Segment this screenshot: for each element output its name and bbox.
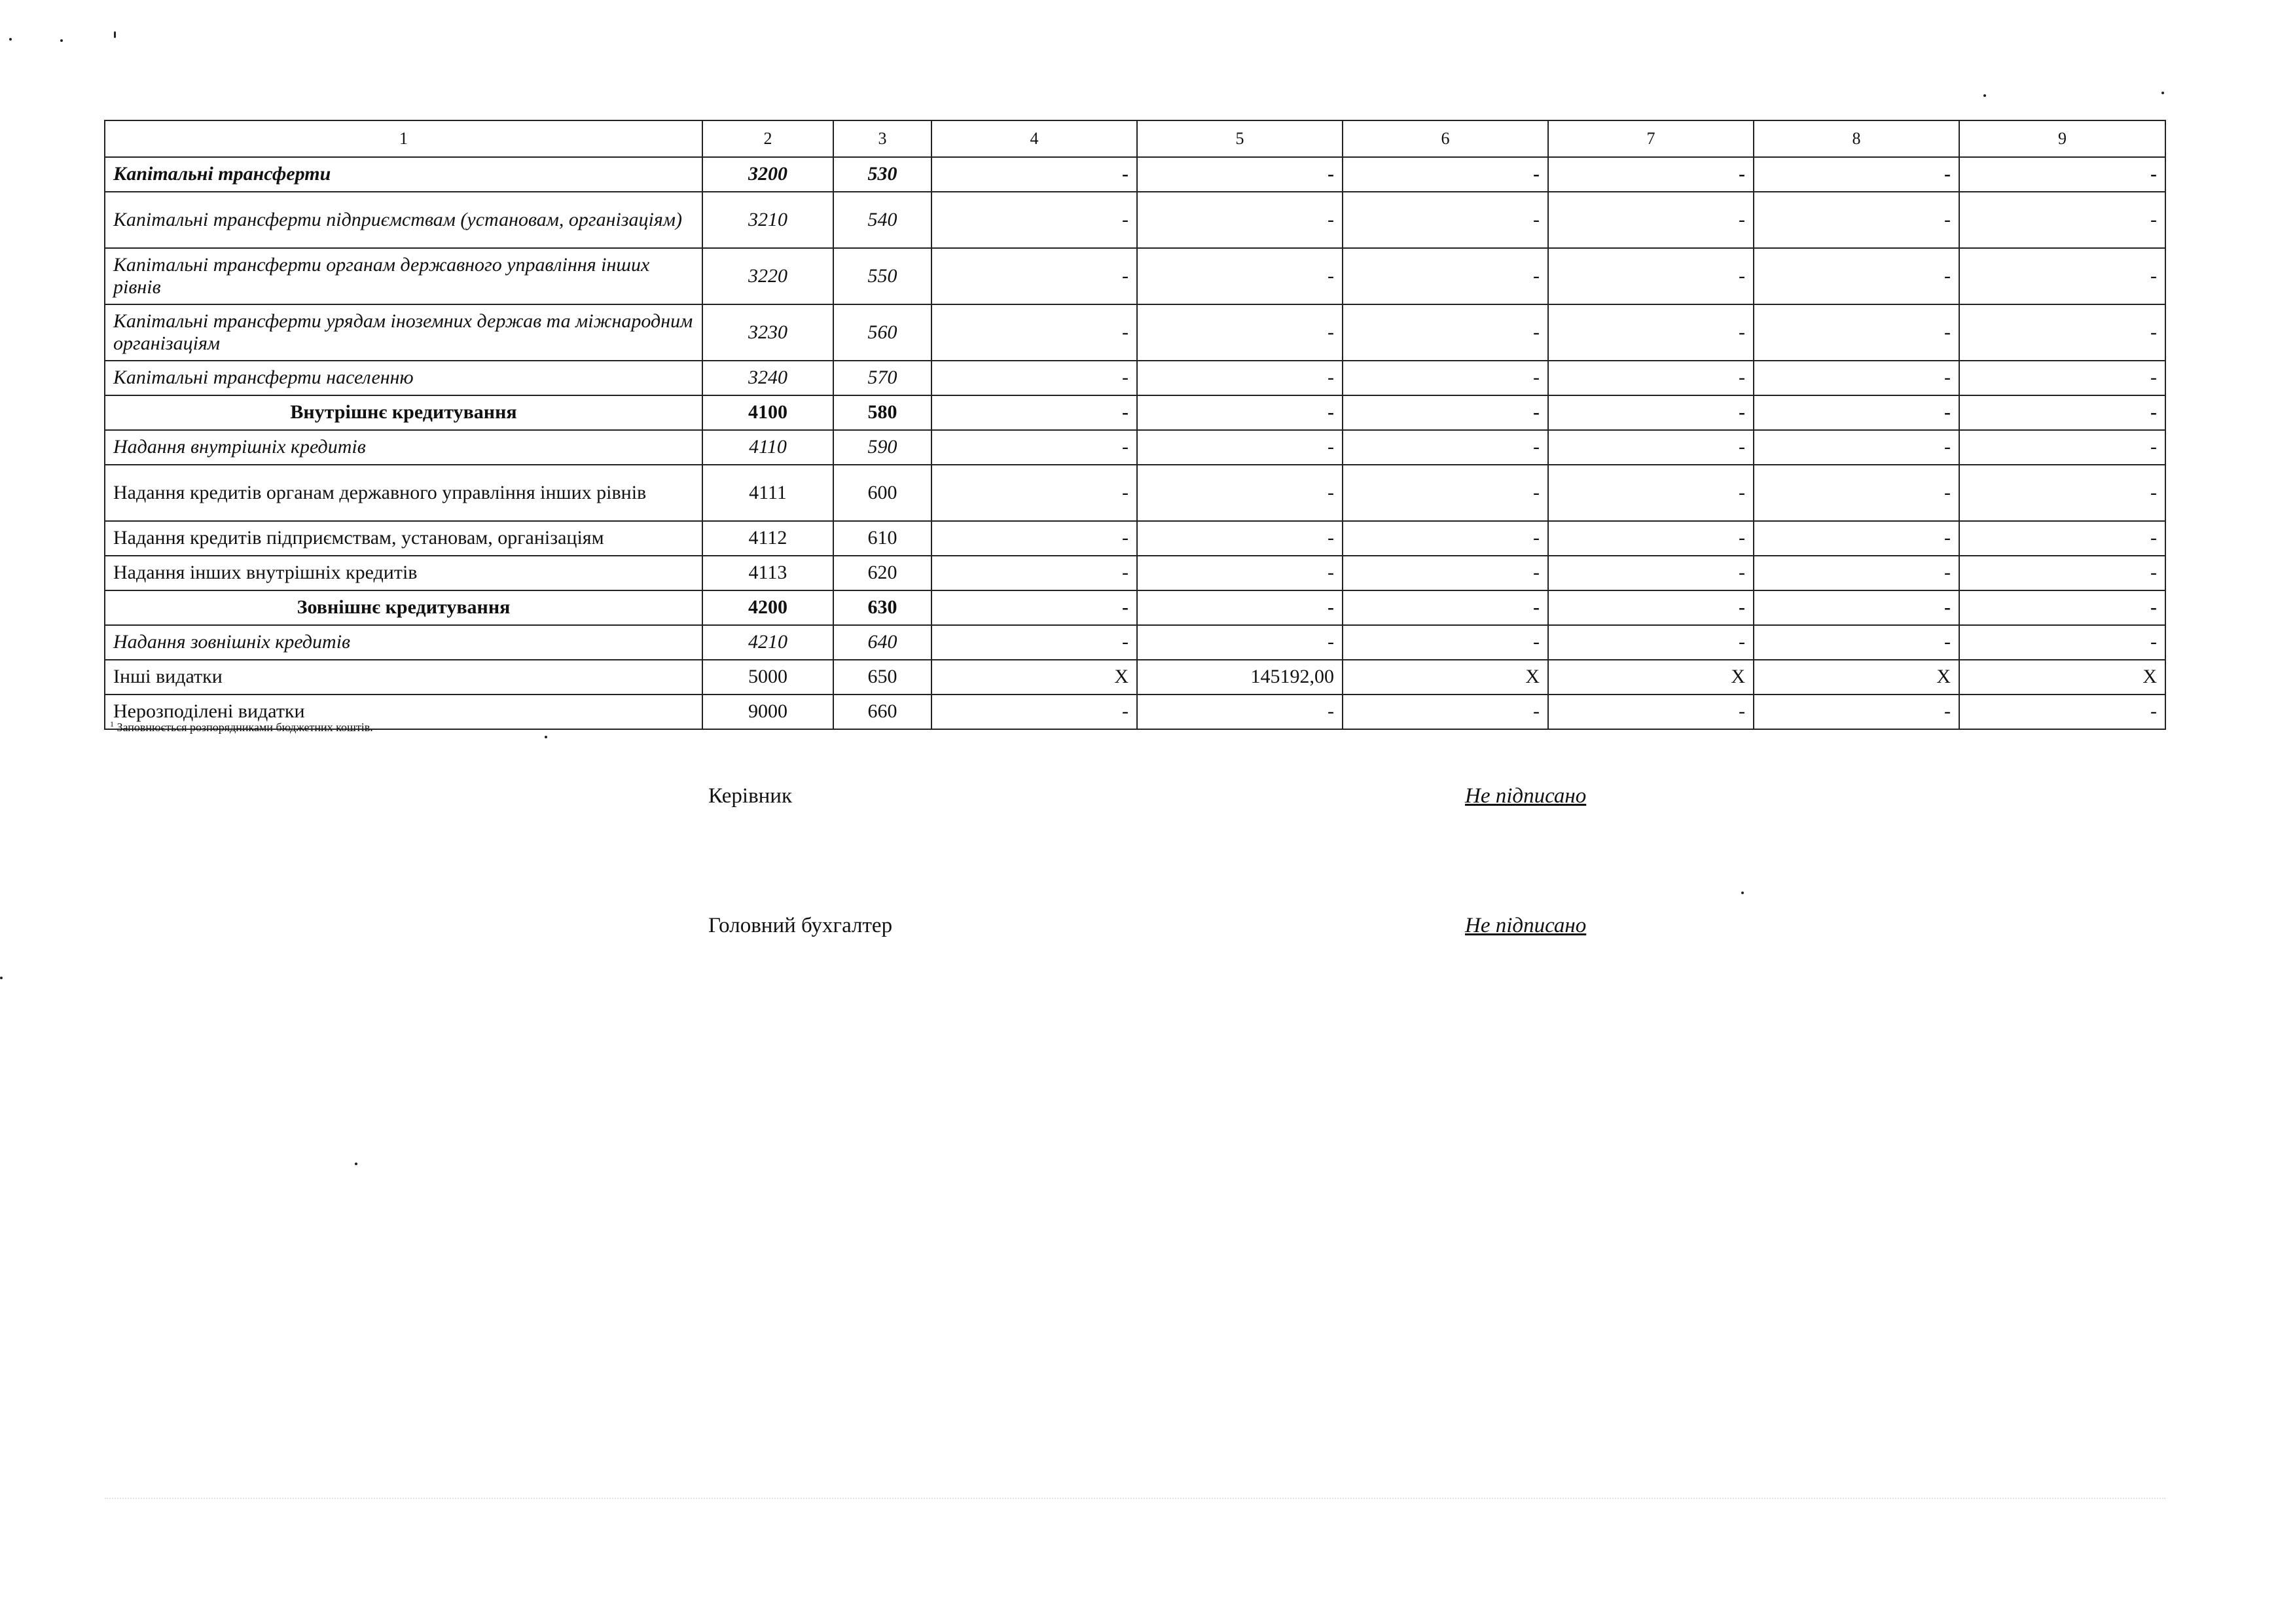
row-value-column-8: -: [1754, 465, 1959, 521]
footnote-text: Заповнюється розпорядниками бюджетних коштів.: [117, 721, 373, 734]
head-signature-label: Керівник: [708, 784, 793, 808]
row-value-column-8: -: [1754, 625, 1959, 660]
footnote-mark: 1: [110, 719, 114, 729]
column-number-9: 9: [1959, 120, 2165, 157]
row-indicator-name: Надання кредитів органам державного управління інших рівнів: [105, 465, 702, 521]
row-indicator-name: Надання кредитів підприємствам, установам, організаціям: [105, 521, 702, 556]
row-value-column-6: -: [1343, 192, 1548, 248]
table-row: [105, 465, 2165, 521]
row-value-column-9: -: [1959, 521, 2165, 556]
column-number-2: 2: [702, 120, 833, 157]
row-value-column-7: -: [1548, 192, 1754, 248]
row-value-column-8: -: [1754, 430, 1959, 465]
row-line-code: 650: [833, 660, 931, 695]
accountant-signature-status: Не підписано: [1465, 914, 1587, 937]
row-kekv-code: 4110: [702, 430, 833, 465]
row-value-column-7: -: [1548, 395, 1754, 430]
row-value-column-4: -: [931, 430, 1137, 465]
row-indicator-name: Надання зовнішніх кредитів: [105, 625, 702, 660]
accountant-signature-label: Головний бухгалтер: [708, 914, 893, 937]
table-row: [105, 625, 2165, 660]
row-line-code: 640: [833, 625, 931, 660]
row-value-column-7: -: [1548, 625, 1754, 660]
column-number-8: 8: [1754, 120, 1959, 157]
table-row: [105, 304, 2165, 361]
column-number-1: 1: [105, 120, 702, 157]
row-kekv-code: 4210: [702, 625, 833, 660]
row-indicator-name: Зовнішнє кредитування: [105, 590, 702, 625]
row-value-column-9: -: [1959, 590, 2165, 625]
table-row: [105, 192, 2165, 248]
row-value-column-6: -: [1343, 248, 1548, 304]
row-line-code: 560: [833, 304, 931, 361]
scan-speck: [2161, 92, 2164, 94]
row-value-column-6: -: [1343, 430, 1548, 465]
row-indicator-name: Надання інших внутрішніх кредитів: [105, 556, 702, 590]
row-value-column-6: -: [1343, 695, 1548, 729]
row-value-column-4: -: [931, 395, 1137, 430]
row-kekv-code: 5000: [702, 660, 833, 695]
row-value-column-9: -: [1959, 695, 2165, 729]
row-value-column-9: -: [1959, 157, 2165, 192]
row-value-column-9: -: [1959, 304, 2165, 361]
row-kekv-code: 4112: [702, 521, 833, 556]
row-kekv-code: 4200: [702, 590, 833, 625]
row-indicator-name: Капітальні трансферти урядам іноземних держав та міжнародним організаціям: [105, 304, 702, 361]
table-row: [105, 660, 2165, 695]
scan-speck: [114, 31, 116, 38]
row-value-column-5: -: [1137, 556, 1343, 590]
row-value-column-7: -: [1548, 465, 1754, 521]
row-kekv-code: 3240: [702, 361, 833, 395]
row-indicator-name: Внутрішнє кредитування: [105, 395, 702, 430]
row-value-column-4: -: [931, 361, 1137, 395]
scan-speck: [1983, 94, 1986, 97]
row-kekv-code: 3200: [702, 157, 833, 192]
row-value-column-4: -: [931, 157, 1137, 192]
row-line-code: 570: [833, 361, 931, 395]
row-value-column-4: -: [931, 304, 1137, 361]
table-header-row: [105, 120, 2165, 157]
row-indicator-name: Інші видатки: [105, 660, 702, 695]
row-kekv-code: 3230: [702, 304, 833, 361]
row-value-column-9: -: [1959, 465, 2165, 521]
row-value-column-9: -: [1959, 556, 2165, 590]
column-number-3: 3: [833, 120, 931, 157]
scan-speck: [1741, 892, 1744, 894]
scan-speck: [9, 38, 12, 41]
row-value-column-7: -: [1548, 304, 1754, 361]
row-value-column-5: -: [1137, 625, 1343, 660]
row-line-code: 590: [833, 430, 931, 465]
table-row: [105, 361, 2165, 395]
row-value-column-6: -: [1343, 556, 1548, 590]
row-value-column-4: -: [931, 556, 1137, 590]
row-value-column-5: -: [1137, 361, 1343, 395]
row-value-column-8: -: [1754, 695, 1959, 729]
row-value-column-9: -: [1959, 395, 2165, 430]
column-number-4: 4: [931, 120, 1137, 157]
table-row: [105, 430, 2165, 465]
expenditure-report-table: [104, 120, 2166, 730]
row-value-column-5: -: [1137, 521, 1343, 556]
scan-speck: [355, 1163, 357, 1165]
row-value-column-9: -: [1959, 361, 2165, 395]
row-value-column-5: -: [1137, 590, 1343, 625]
row-value-column-6: -: [1343, 521, 1548, 556]
row-value-column-5: -: [1137, 192, 1343, 248]
row-value-column-7: -: [1548, 248, 1754, 304]
row-value-column-6: -: [1343, 590, 1548, 625]
row-value-column-8: -: [1754, 556, 1959, 590]
row-value-column-8: -: [1754, 521, 1959, 556]
table-row: [105, 695, 2165, 729]
row-value-column-4: -: [931, 625, 1137, 660]
row-line-code: 600: [833, 465, 931, 521]
row-value-column-9: -: [1959, 625, 2165, 660]
column-number-7: 7: [1548, 120, 1754, 157]
row-value-column-4: -: [931, 465, 1137, 521]
row-value-column-8: -: [1754, 361, 1959, 395]
row-value-column-8: -: [1754, 590, 1959, 625]
row-line-code: 540: [833, 192, 931, 248]
row-kekv-code: 4100: [702, 395, 833, 430]
row-value-column-9: X: [1959, 660, 2165, 695]
row-value-column-6: -: [1343, 304, 1548, 361]
row-value-column-8: -: [1754, 157, 1959, 192]
table-row: [105, 395, 2165, 430]
row-value-column-5: -: [1137, 157, 1343, 192]
row-value-column-5: -: [1137, 430, 1343, 465]
row-value-column-4: -: [931, 590, 1137, 625]
row-value-column-4: X: [931, 660, 1137, 695]
row-line-code: 580: [833, 395, 931, 430]
row-value-column-5: -: [1137, 304, 1343, 361]
column-number-5: 5: [1137, 120, 1343, 157]
row-value-column-7: -: [1548, 361, 1754, 395]
row-line-code: 550: [833, 248, 931, 304]
row-value-column-6: X: [1343, 660, 1548, 695]
row-value-column-4: -: [931, 521, 1137, 556]
row-kekv-code: 4111: [702, 465, 833, 521]
row-value-column-6: -: [1343, 625, 1548, 660]
table-row: [105, 556, 2165, 590]
row-value-column-8: -: [1754, 248, 1959, 304]
row-value-column-6: -: [1343, 361, 1548, 395]
row-value-column-9: -: [1959, 192, 2165, 248]
row-line-code: 630: [833, 590, 931, 625]
row-value-column-5: -: [1137, 465, 1343, 521]
row-value-column-4: -: [931, 695, 1137, 729]
row-value-column-8: X: [1754, 660, 1959, 695]
row-kekv-code: 9000: [702, 695, 833, 729]
row-indicator-name: Капітальні трансферти органам державного управління інших рівнів: [105, 248, 702, 304]
row-value-column-9: -: [1959, 248, 2165, 304]
row-indicator-name: Нерозподілені видатки: [105, 695, 702, 729]
row-value-column-7: -: [1548, 157, 1754, 192]
row-value-column-7: X: [1548, 660, 1754, 695]
scan-speck: [545, 736, 547, 738]
table-row: [105, 157, 2165, 192]
table-row: [105, 248, 2165, 304]
row-kekv-code: 3220: [702, 248, 833, 304]
row-value-column-6: -: [1343, 395, 1548, 430]
head-signature-status: Не підписано: [1465, 784, 1587, 808]
row-indicator-name: Надання внутрішніх кредитів: [105, 430, 702, 465]
row-line-code: 610: [833, 521, 931, 556]
row-value-column-6: -: [1343, 157, 1548, 192]
row-value-column-5: -: [1137, 695, 1343, 729]
row-value-column-8: -: [1754, 192, 1959, 248]
row-line-code: 660: [833, 695, 931, 729]
row-value-column-8: -: [1754, 304, 1959, 361]
row-value-column-8: -: [1754, 395, 1959, 430]
row-value-column-7: -: [1548, 430, 1754, 465]
row-value-column-5: -: [1137, 395, 1343, 430]
row-value-column-4: -: [931, 248, 1137, 304]
row-indicator-name: Капітальні трансферти населенню: [105, 361, 702, 395]
row-kekv-code: 4113: [702, 556, 833, 590]
table-row: [105, 521, 2165, 556]
row-value-column-4: -: [931, 192, 1137, 248]
row-value-column-9: -: [1959, 430, 2165, 465]
scan-speck: [0, 977, 3, 979]
column-number-6: 6: [1343, 120, 1548, 157]
row-line-code: 530: [833, 157, 931, 192]
row-value-column-5: -: [1137, 248, 1343, 304]
row-indicator-name: Капітальні трансферти: [105, 157, 702, 192]
row-value-column-6: -: [1343, 465, 1548, 521]
row-value-column-7: -: [1548, 556, 1754, 590]
row-value-column-7: -: [1548, 695, 1754, 729]
row-value-column-7: -: [1548, 521, 1754, 556]
table-row: [105, 590, 2165, 625]
row-kekv-code: 3210: [702, 192, 833, 248]
footer-divider: [105, 1498, 2165, 1499]
row-indicator-name: Капітальні трансферти підприємствам (установам, організаціям): [105, 192, 702, 248]
scan-speck: [60, 39, 63, 42]
footnote: [110, 719, 373, 734]
row-value-column-5: 145192,00: [1137, 660, 1343, 695]
row-line-code: 620: [833, 556, 931, 590]
row-value-column-7: -: [1548, 590, 1754, 625]
